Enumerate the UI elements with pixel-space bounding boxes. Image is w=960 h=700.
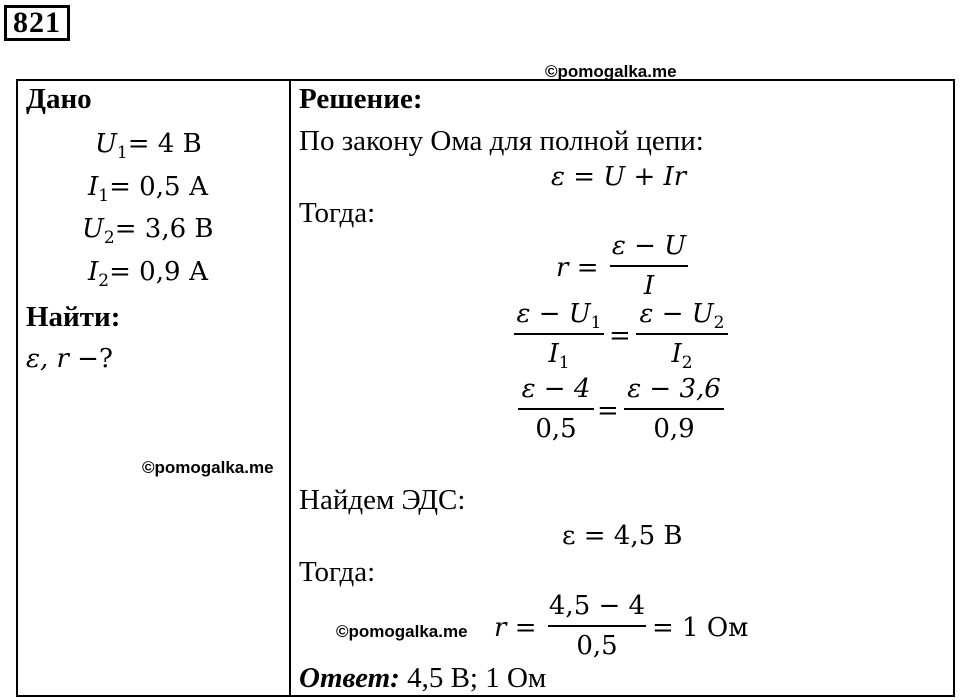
numeric-fraction-right: ε − 3,6 0,9 <box>624 373 724 445</box>
problem-number: 821 <box>4 5 70 41</box>
watermark-middle: ©pomogalka.me <box>142 458 274 477</box>
column-divider <box>289 79 291 697</box>
r-formula-lhs: r = <box>556 253 599 283</box>
r-result-lhs: r = <box>494 613 537 643</box>
find-title: Найти: <box>26 301 121 333</box>
answer-label: Ответ: <box>299 662 400 694</box>
solution-title: Решение: <box>299 83 423 115</box>
then-label-1: Тогда: <box>299 197 376 229</box>
given-i2: $I_2= 0,9$ А <box>88 257 209 291</box>
find-emf-label: Найдем ЭДС: <box>299 484 466 516</box>
given-u1: $U_1= 4$ В <box>95 129 202 163</box>
equation-fraction-right: $\varepsilon - U_2$ $I_2$ <box>636 298 728 370</box>
equation-fraction-left: $\varepsilon - U_1$ $I_1$ <box>514 298 604 370</box>
answer-line <box>299 661 546 695</box>
numeric-equals: = <box>597 396 619 426</box>
ohm-law-formula: ε = U + Ir <box>551 162 687 192</box>
r-formula-fraction: ε − U I <box>611 231 687 301</box>
given-title: Дано <box>26 83 92 115</box>
equation-equals: = <box>609 321 631 351</box>
watermark-top: ©pomogalka.me <box>545 62 677 81</box>
then-label-2: Тогда: <box>299 556 376 588</box>
answer-value: 4,5 В; 1 Ом <box>399 662 547 694</box>
r-result-fraction: 4,5 − 4 0,5 <box>548 591 646 661</box>
given-u2: $U_2= 3,6$ В <box>82 214 214 248</box>
ohm-law-intro: По закону Ома для полной цепи: <box>299 125 704 157</box>
emf-result: ε = 4,5 В <box>562 521 683 551</box>
given-i1: $I_1= 0,5$ А <box>88 172 209 206</box>
watermark-bottom: ©pomogalka.me <box>336 622 468 641</box>
numeric-fraction-left: ε − 4 0,5 <box>518 373 594 445</box>
r-result-rhs: = 1 Ом <box>652 613 749 643</box>
find-vars: ε, r −? <box>26 344 113 374</box>
